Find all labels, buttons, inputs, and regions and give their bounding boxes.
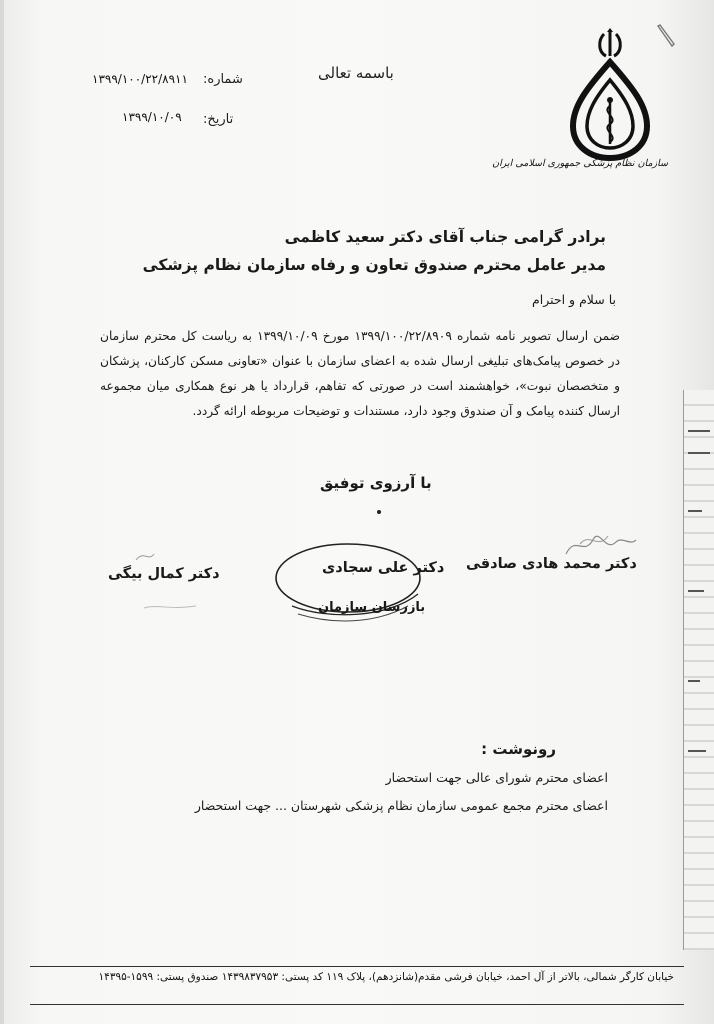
logo-caption: سازمان نظام پزشکی جمهوری اسلامی ایران	[492, 158, 668, 169]
greeting: با سلام و احترام	[532, 292, 616, 307]
date-label: تاریخ:	[203, 112, 234, 127]
closing-phrase: با آرزوی توفیق	[320, 474, 432, 492]
scan-edge-left	[0, 0, 4, 1024]
letter-number: ۱۳۹۹/۱۰۰/۲۲/۸۹۱۱	[92, 72, 188, 86]
cc-line-1: اعضای محترم شورای عالی جهت استحضار	[385, 770, 608, 785]
cc-heading: رونوشت :	[481, 740, 556, 758]
signer-right: دکتر محمد هادی صادقی	[466, 556, 637, 572]
signature-scribble-left	[130, 546, 190, 566]
closing-dot	[377, 510, 381, 514]
letter-date: ۱۳۹۹/۱۰/۰۹	[122, 110, 182, 124]
scan-edge-right	[683, 390, 714, 950]
footer-address: خیابان کارگر شمالی، بالاتر از آل احمد، خیابان فرشی مقدم(شانزدهم)، پلاک ۱۱۹ کد پستی: ۱۴۳۹۸۳۷۹۵۳ صندوق پستی: ۱۵۹۹-۱۴۳۹۵	[98, 971, 674, 983]
body-paragraph: ضمن ارسال تصویر نامه شماره ۱۳۹۹/۱۰۰/۲۲/۸۹۰۹ مورخ ۱۳۹۹/۱۰/۰۹ به ریاست کل محترم سازمان در خصوص پیامک‌های تبلیغی ارسال شده به اعضای سازمان با عنوان «تعاونی مسکن کارکنان، پزشکان و متخصصان نبوت»، خواهشمند است در صورتی که تفاهم، قرارداد یا هر نوع همکاری میان مجموعه ارسال کننده پیامک و آن صندوق وجود دارد، مستندات و توضیحات مربوطه ارائه گردد.	[100, 329, 620, 418]
footer-rule-top	[30, 966, 684, 967]
signer-left: دکتر کمال بیگی	[108, 566, 220, 582]
signer-center: دکتر علی سجادی	[322, 560, 445, 576]
footer-rule-bottom	[30, 1004, 684, 1005]
number-label: شماره:	[203, 72, 243, 87]
cc-line-2: اعضای محترم مجمع عمومی سازمان نظام پزشکی شهرستان ... جهت استحضار	[194, 798, 608, 813]
signer-center-role: بازرسان سازمان	[318, 600, 426, 615]
pen-scribble-icon	[654, 22, 678, 52]
basmala-heading: باسمه تعالی	[318, 64, 394, 82]
medical-council-logo	[565, 28, 655, 168]
addressee-title: مدیر عامل محترم صندوق تعاون و رفاه سازمان نظام پزشکی	[142, 256, 606, 274]
signature-faint-left	[140, 600, 200, 614]
addressee-name: برادر گرامی جناب آقای دکتر سعید کاظمی	[284, 228, 606, 246]
